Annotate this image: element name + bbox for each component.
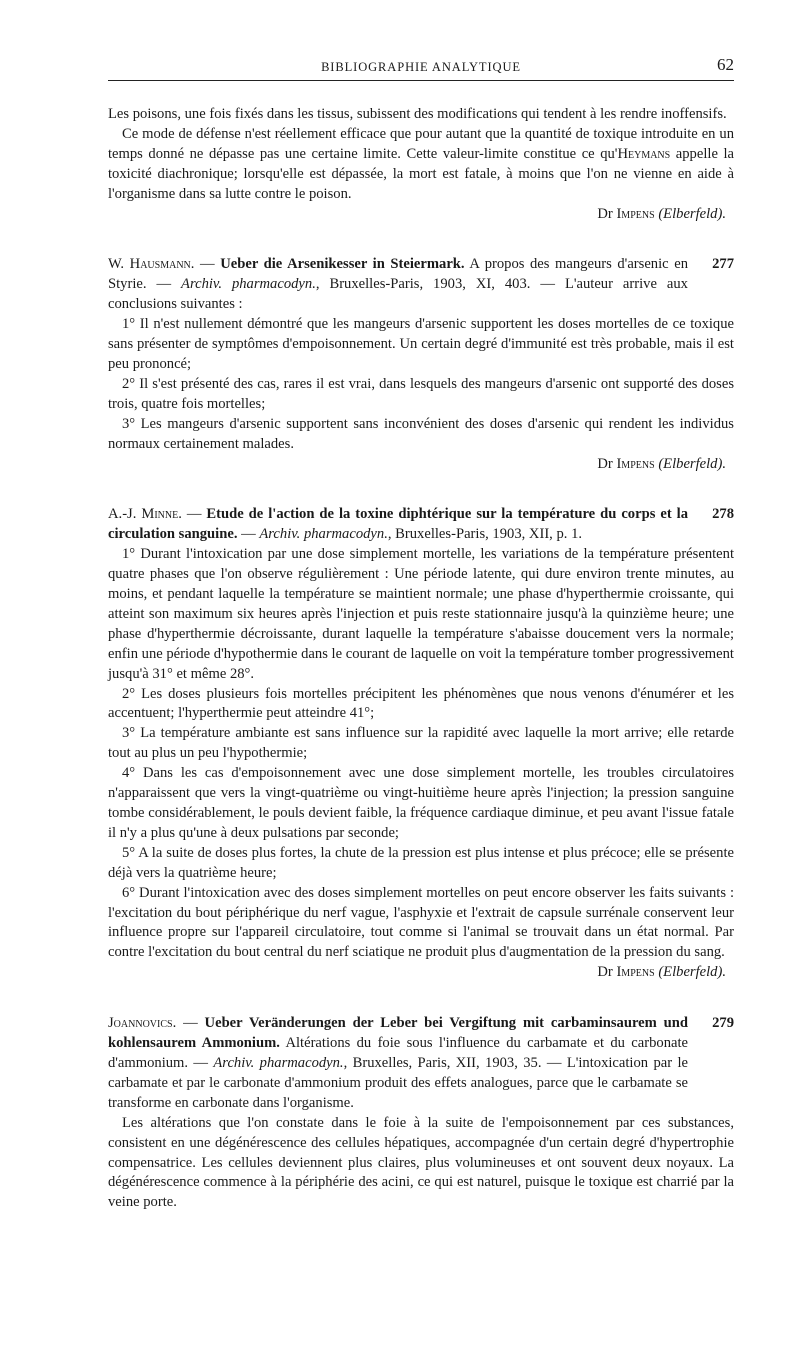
entry-heading-text: , Bruxelles, Paris, XII, 1903, 35. — L'intoxication par le carbamate et par le carbonate d'ammonium produit des effets analogues, parce que le carbamate se transforme en carbonate dans l'organisme. bbox=[108, 1054, 688, 1111]
entry-dash: — bbox=[194, 256, 221, 273]
entry-heading bbox=[108, 1014, 734, 1114]
signature bbox=[108, 205, 734, 225]
intro-text: appelle la toxicité diachronique; lorsqu'elle est dépassée, la mort est fatale, à moins que l'on ne vienne en aide à l'organisme dans sa lutte contre le poison. bbox=[108, 145, 735, 202]
entry-author: W. Hausmann. bbox=[108, 256, 195, 273]
entry-paragraph: 2° Il s'est présenté des cas, rares il est vrai, dans lesquels des mangeurs d'arsenic ont supporté des doses trois, quatre fois mortelles; bbox=[108, 375, 734, 412]
entry-paragraph: 3° Les mangeurs d'arsenic supportent sans inconvénient des doses d'arsenic qui rendent les individus normaux certainement malades. bbox=[108, 415, 734, 452]
signature-prefix: Dr bbox=[597, 205, 617, 222]
entry-paragraph: Les altérations que l'on constate dans le foie à la suite de l'empoisonnement par ces substances, consistent en une dégénérescence des cellules hépatiques, accompagnée d'un certain degré d'hypertrophie compensatrice. Les cellules deviennent plus claires, plus volumineuses et ont souvent deux noyaux. La dégénérescence commence à la périphérie des acini, ce qui est naturel, puisque le toxique est charrié par la veine porte. bbox=[108, 1114, 734, 1211]
intro-section bbox=[108, 105, 734, 224]
page-content bbox=[108, 105, 734, 1213]
bibliography-entry bbox=[108, 505, 734, 983]
signature-prefix: Dr bbox=[597, 964, 617, 981]
entry-heading-text: , Bruxelles-Paris, 1903, XI, 403. — L'auteur arrive aux conclusions suivantes : bbox=[108, 276, 688, 313]
running-head: BIBLIOGRAPHIE ANALYTIQUE bbox=[321, 60, 521, 74]
entry-heading-text: — bbox=[237, 526, 260, 543]
entry-heading-text: A propos des mangeurs d'arsenic en Styrie. — bbox=[108, 256, 689, 293]
entry-heading bbox=[108, 505, 734, 545]
intro-paragraph: Les poisons, une fois fixés dans les tissus, subissent des modifications qui tendent à les rendre inoffensifs. bbox=[108, 106, 727, 122]
entry-title: Etude de l'action de la toxine diphtérique sur la température du corps et la circulation sanguine. bbox=[108, 506, 689, 543]
entry-title: Ueber Veränderungen der Leber bei Vergiftung mit carbaminsaurem und kohlensaurem Ammonium. bbox=[108, 1015, 689, 1052]
entry-paragraph: 5° A la suite de doses plus fortes, la chute de la pression est plus intense et plus précoce; elle se présente déjà vers la quatrième heure; bbox=[108, 844, 734, 881]
entry-heading bbox=[108, 255, 734, 315]
intro-text: Ce mode de défense n'est réellement efficace que pour autant que la quantité de toxique introduite en un temps donné ne dépasse pas une certaine limite. Cette valeur-limite constitue ce qu' bbox=[108, 125, 734, 162]
signature-place: (Elberfeld). bbox=[658, 964, 726, 981]
entry-number: 277 bbox=[712, 256, 734, 273]
signature-place: (Elberfeld). bbox=[658, 205, 726, 222]
intro-paragraph bbox=[108, 125, 734, 205]
entry-dash: — bbox=[181, 506, 207, 523]
page-header bbox=[108, 56, 734, 81]
entries-list bbox=[108, 255, 734, 1213]
entry-journal: Archiv. pharmacodyn. bbox=[259, 526, 388, 543]
entry-journal: Archiv. pharmacodyn. bbox=[213, 1054, 344, 1071]
entry-paragraph: 1° Il n'est nullement démontré que les mangeurs d'arsenic supportent les doses mortelles de ce toxique sans présenter de symptômes d'empoisonnement. Un certain degré d'immunité est très probable, mais il est peu prononcé; bbox=[108, 316, 734, 372]
entry-heading-text: , Bruxelles-Paris, 1903, XII, p. 1. bbox=[387, 526, 583, 543]
signature bbox=[108, 455, 734, 475]
signature-name: Impens bbox=[616, 455, 655, 472]
signature-name: Impens bbox=[616, 205, 655, 222]
entry-title: Ueber die Arsenikesser in Steiermark. bbox=[220, 256, 465, 273]
entry-paragraph: 4° Dans les cas d'empoisonnement avec une dose simplement mortelle, les troubles circulatoires n'apparaissent que vers la vingt-quatrième ou vingt-huitième heure après l'injection; la pression sanguine tombe considérablement, le pouls devient faible, la fréquence cardiaque diminue, et peu avant l'issue fatale il n'y a plus qu'une à deux pulsations par seconde; bbox=[108, 765, 734, 841]
signature bbox=[108, 963, 734, 983]
entry-dash: — bbox=[176, 1015, 205, 1032]
signature-prefix: Dr bbox=[597, 455, 617, 472]
bibliography-entry bbox=[108, 255, 734, 474]
entry-paragraph: 2° Les doses plusieurs fois mortelles précipitent les phénomènes que nous venons d'énumérer et les accentuent; l'hyperthermie peut atteindre 41°; bbox=[108, 685, 734, 722]
page-number: 62 bbox=[717, 55, 734, 74]
entry-paragraph: 6° Durant l'intoxication avec des doses simplement mortelles on peut encore observer les faits suivants : l'excitation du bout périphérique du nerf vague, l'asphyxie et l'extrait de capsule surrénale conservent leur influence propre sur l'appareil circulatoire, tout comme si l'animal se trouvait dans un état normal. Par contre l'excitation du bout central du nerf sciatique ne produit plus d'augmentation de la pression du sang. bbox=[108, 884, 734, 961]
entry-author: A.-J. Minne. bbox=[108, 506, 182, 523]
entry-paragraph: 1° Durant l'intoxication par une dose simplement mortelle, les variations de la température présentent quatre phases que l'on observe régulièrement : Une période latente, qui dure environ trente minutes, au moins, et pendant laquelle la température se maintient normale; une phase d'hyperthermie croissante, qui atteint son maximum six heures après l'injection et puis reste stationnaire jusqu'à la quinzième heure; une phase d'hyperthermie décroissante, durant laquelle la température s'abaisse doucement vers la normale; enfin une période d'hypothermie dans le courant de laquelle on voit la température tomber progressivement jusqu'à 31° et même 28°. bbox=[108, 546, 734, 682]
bibliography-entry bbox=[108, 1014, 734, 1213]
cited-author: Heymans bbox=[617, 145, 671, 162]
entry-heading-text: Altérations du foie sous l'influence du carbamate et du carbonate d'ammonium. — bbox=[108, 1035, 688, 1071]
entry-number: 278 bbox=[712, 506, 734, 523]
entry-author: Joannovics. bbox=[108, 1015, 177, 1032]
entry-paragraph: 3° La température ambiante est sans influence sur la rapidité avec laquelle la mort arrive; elle retarde tout au plus un peu l'hypothermie; bbox=[108, 725, 734, 762]
signature-place: (Elberfeld). bbox=[658, 455, 726, 472]
signature-name: Impens bbox=[616, 964, 655, 981]
entry-number: 279 bbox=[712, 1015, 734, 1032]
entry-journal: Archiv. pharmacodyn. bbox=[181, 276, 316, 293]
